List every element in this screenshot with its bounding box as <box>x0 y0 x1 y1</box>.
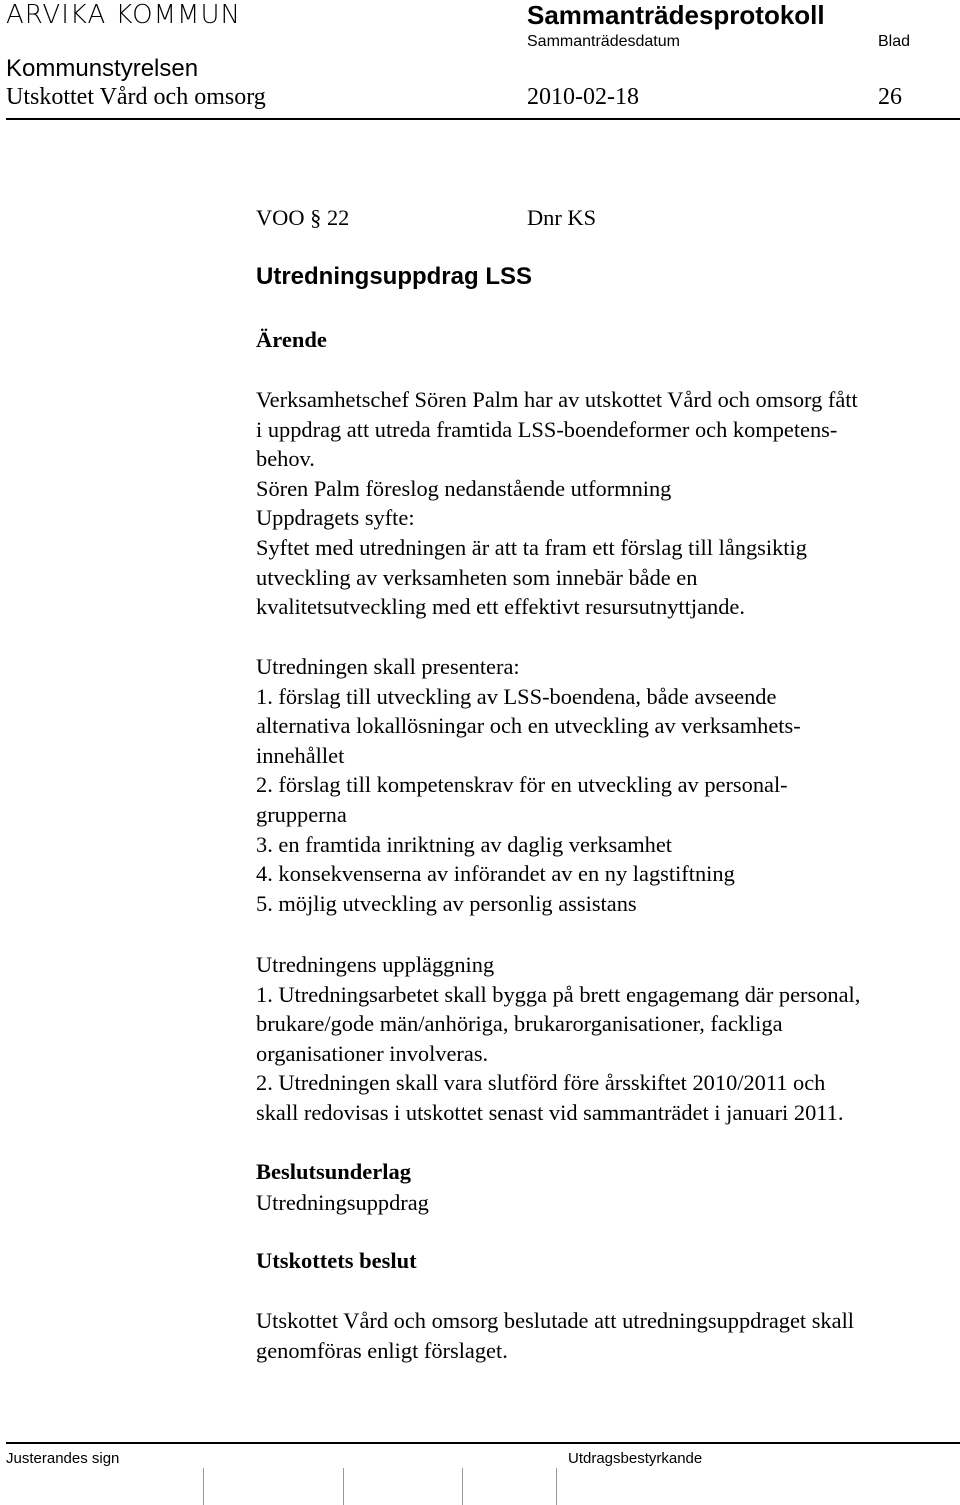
text-line: kvalitetsutveckling med ett effektivt resursutnyttjande. <box>256 594 745 620</box>
list-heading: Utredningen skall presentera: <box>256 654 520 679</box>
list-item: 2. förslag till kompetenskrav för en utveckling av personal- <box>256 772 788 798</box>
list-item: 2. Utredningen skall vara slutförd före årsskiftet 2010/2011 och <box>256 1070 826 1096</box>
footer-divider <box>6 1442 960 1444</box>
text-line: genomföras enligt förslaget. <box>256 1337 508 1363</box>
list-item: innehållet <box>256 742 345 768</box>
paragraph-reference <box>256 203 349 233</box>
list-heading: Utredningens uppläggning <box>256 952 495 977</box>
decision-block <box>256 1306 960 1365</box>
list-item: skall redovisas i utskottet senast vid sammanträdet i januari 2011. <box>256 1099 844 1125</box>
registration-number: Dnr KS <box>527 205 597 230</box>
list-item: grupperna <box>256 801 347 827</box>
text-line: Utskottet Vård och omsorg beslutade att utredningsuppdraget skall <box>256 1308 855 1333</box>
meeting-date: 2010-02-18 <box>527 84 639 110</box>
text-line: Verksamhetschef Sören Palm har av utskottet Vård och omsorg fått <box>256 387 858 412</box>
list-item: alternativa lokallösningar och en utveckling av verksamhets- <box>256 713 801 739</box>
list-item: 5. möjlig utveckling av personlig assistans <box>256 890 637 916</box>
list-item: 1. Utredningsarbetet skall bygga på brett engagemang där personal, <box>256 981 861 1007</box>
decision-heading: Utskottets beslut <box>256 1248 417 1273</box>
board-name: Kommunstyrelsen <box>6 55 199 82</box>
intro-block <box>256 385 960 622</box>
arende-heading: Ärende <box>256 327 327 352</box>
list-item: 3. en framtida inriktning av daglig verksamhet <box>256 831 672 857</box>
header-divider <box>6 118 960 120</box>
text-line: behov. <box>256 446 315 472</box>
paragraph-sign: VOO <box>256 205 305 230</box>
committee-name: Utskottet Vård och omsorg <box>6 84 266 110</box>
decision-basis-text: Utredningsuppdrag <box>256 1190 429 1215</box>
text-line: Sören Palm föreslog nedanstående utformning <box>256 475 672 501</box>
page-number: 26 <box>878 84 902 110</box>
paragraph-number: 22 <box>326 205 350 230</box>
signature-box-divider <box>556 1468 557 1505</box>
plan-list <box>256 950 960 1128</box>
signature-box-divider <box>203 1468 204 1505</box>
presentation-list <box>256 652 960 918</box>
list-item: 1. förslag till utveckling av LSS-boendena, både avseende <box>256 683 777 709</box>
page-label: Blad <box>878 33 911 50</box>
section-icon: § <box>310 205 322 230</box>
signature-box-divider <box>462 1468 463 1505</box>
decision-basis-heading: Beslutsunderlag <box>256 1159 412 1184</box>
signature-box-divider <box>343 1468 344 1505</box>
list-item: brukare/gode män/anhöriga, brukarorganisationer, fackliga <box>256 1011 783 1037</box>
text-line: utveckling av verksamheten som innebär både en <box>256 564 698 590</box>
list-item: organisationer involveras. <box>256 1040 489 1066</box>
organization-name: ARVIKA KOMMUN <box>6 0 241 30</box>
text-line: Syftet med utredningen är att ta fram ett förslag till långsiktig <box>256 534 807 560</box>
document-type: Sammanträdesprotokoll <box>527 0 825 30</box>
meeting-date-label: Sammanträdesdatum <box>527 33 680 50</box>
certification-label: Utdragsbestyrkande <box>568 1450 703 1467</box>
item-title: Utredningsuppdrag LSS <box>256 263 532 290</box>
list-item: 4. konsekvenserna av införandet av en ny lagstiftning <box>256 861 735 887</box>
text-line: Uppdragets syfte: <box>256 505 415 531</box>
signature-label: Justerandes sign <box>6 1450 120 1467</box>
text-line: i uppdrag att utreda framtida LSS-boendeformer och kompetens- <box>256 416 838 442</box>
